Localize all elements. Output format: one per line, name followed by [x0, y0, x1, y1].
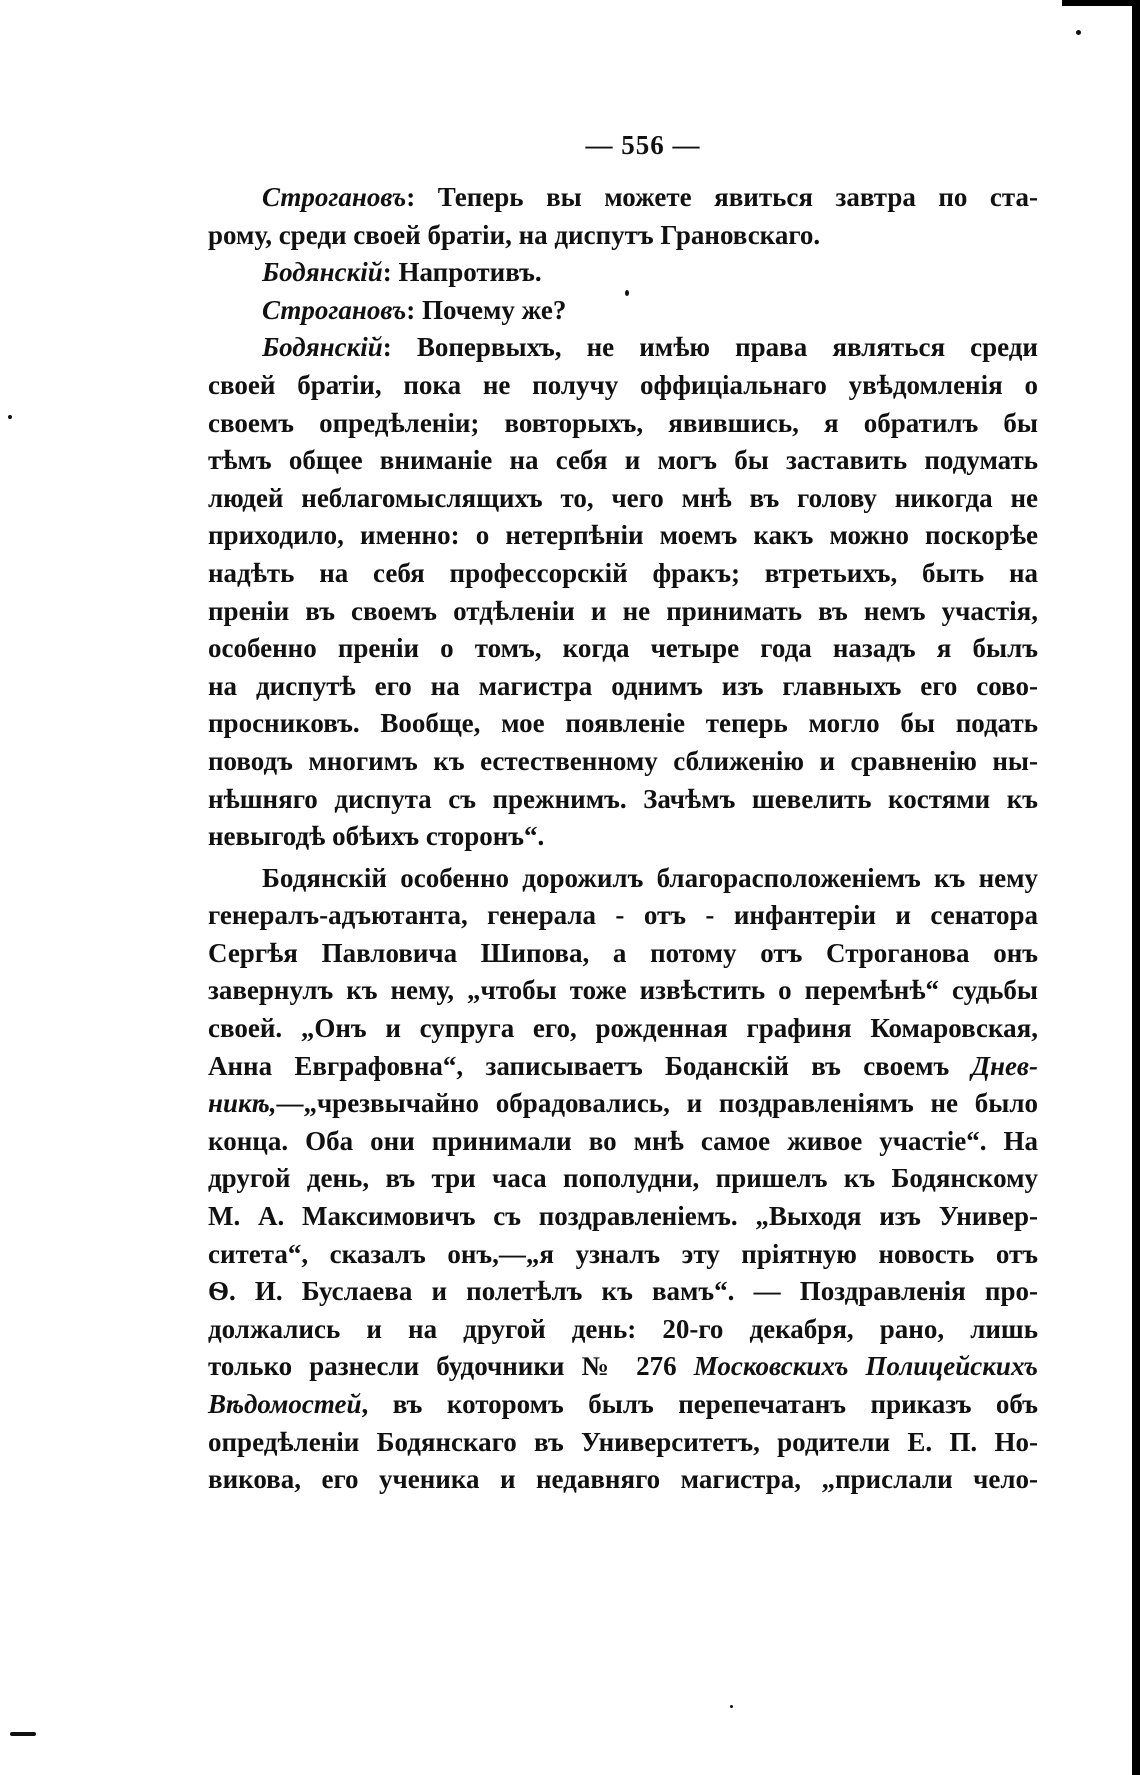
- text-line: невыгодѣ обѣихъ сторонъ“.: [208, 821, 545, 852]
- text-line: генералъ-адъютанта, генерала - отъ - инфантеріи и сенатора: [208, 900, 1038, 931]
- narrative-paragraph: [208, 860, 1038, 1499]
- scan-speck: [1076, 30, 1081, 35]
- text-line: особенно преніи о томъ, когда четыре года назадъ я былъ: [208, 633, 1038, 664]
- text-line: своей братіи, пока не получу оффиціальнаго увѣдомленія о: [208, 369, 1038, 400]
- text-line: просниковъ. Вообще, мое появленіе теперь могло бы подать: [208, 708, 1038, 739]
- scan-edge-top: [1062, 0, 1132, 6]
- text-line: М. А. Максимовичъ съ поздравленіемъ. „Выходя изъ Универ-: [208, 1201, 1038, 1232]
- text-line: ситета“, сказалъ онъ,—„я узналъ эту пріятную новость отъ: [208, 1238, 1038, 1269]
- text-line: Бодянскій: Напротивъ.: [262, 257, 542, 288]
- text-line: Сергѣя Павловича Шипова, а потому отъ Строганова онъ: [208, 937, 1038, 968]
- scan-speck: [730, 1705, 733, 1708]
- text-line: Анна Евграфовна“, записываетъ Боданскій въ своемъ Днев-: [208, 1050, 1038, 1081]
- text-line: опредѣленіи Бодянскаго въ Университетъ, родители Е. П. Но-: [208, 1426, 1038, 1457]
- speaker-name: Бодянскій: [262, 257, 383, 288]
- text-line: тѣмъ общее вниманіе на себя и могъ бы заставить подумать: [208, 445, 1038, 476]
- dialogue-stroganov-2: [208, 292, 1038, 330]
- text-line: только разнесли будочники № 276 Московскихъ Полицейскихъ: [208, 1351, 1038, 1382]
- text-line: на диспутѣ его на магистра однимъ изъ главныхъ его сово-: [208, 670, 1038, 701]
- scan-speck: [10, 1732, 36, 1736]
- text-line: викова, его ученика и недавняго магистра, „прислали чело-: [208, 1464, 1038, 1495]
- text-line: Вѣдомостей, въ которомъ былъ перепечатанъ приказъ объ: [208, 1389, 1038, 1419]
- text-line: преніи въ своемъ отдѣленіи и не принимать въ немъ участія,: [208, 595, 1038, 626]
- dialogue-stroganov-1: [208, 179, 1038, 254]
- text-line: надѣть на себя профессорскій фракъ; втретьихъ, быть на: [208, 557, 1038, 588]
- text-line: поводъ многимъ къ естественному сближенію и сравненію ны-: [208, 745, 1038, 776]
- text-line: людей неблагомыслящихъ то, чего мнѣ въ голову никогда не: [208, 482, 1038, 513]
- italic-term: Московскихъ Полицейскихъ: [693, 1351, 1038, 1382]
- italic-term: никѣ,: [208, 1088, 277, 1119]
- text-line: никѣ,—„чрезвычайно обрадовались, и поздравленіямъ не было: [208, 1088, 1038, 1119]
- text-line: своей. „Онъ и супруга его, рожденная графиня Комаровская,: [208, 1013, 1038, 1044]
- text-line: Строгановъ: Почему же?: [262, 294, 567, 325]
- book-page: [208, 130, 1038, 1499]
- speaker-name: Строгановъ: [262, 182, 407, 212]
- page-number: — 556 —: [585, 130, 701, 160]
- dialogue-bodyanskiy-1: [208, 254, 1038, 292]
- text-line: завернулъ къ нему, „чтобы тоже извѣстить о перемѣнѣ“ судьбы: [208, 975, 1038, 1006]
- text-line: приходило, именно: о нетерпѣніи моемъ какъ можно поскорѣе: [208, 520, 1038, 551]
- text-line: Ѳ. И. Буслаева и полетѣлъ къ вамъ“. — Поздравленія про-: [208, 1276, 1038, 1307]
- dialogue-bodyanskiy-2: [208, 329, 1038, 855]
- text-line: конца. Оба они принимали во мнѣ самое живое участіе“. На: [208, 1125, 1038, 1156]
- text-line: рому, среди своей братіи, на диспутъ Грановскаго.: [208, 219, 821, 250]
- scan-edge-right: [1132, 0, 1140, 1775]
- scan-speck: [8, 415, 12, 419]
- text-line: Бодянскій: Вопервыхъ, не имѣю права являться среди: [262, 332, 1038, 363]
- text-line: Строгановъ: Теперь вы можете явиться завтра по ста-: [262, 182, 1038, 212]
- speaker-name: Строгановъ: [262, 294, 407, 325]
- text-line: своемъ опредѣленіи; вовторыхъ, явившись, я обратилъ бы: [208, 407, 1038, 438]
- text-line: Бодянскій особенно дорожилъ благорасположеніемъ къ нему: [262, 862, 1038, 893]
- italic-term: Вѣдомостей: [208, 1389, 362, 1419]
- text-line: должались и на другой день: 20-го декабря, рано, лишь: [208, 1313, 1038, 1344]
- text-line: нѣшняго диспута съ прежнимъ. Зачѣмъ шевелить костями къ: [208, 783, 1038, 814]
- speaker-name: Бодянскій: [262, 332, 383, 363]
- text-line: другой день, въ три часа пополудни, пришелъ къ Бодянскому: [208, 1163, 1038, 1194]
- italic-term: Днев-: [971, 1050, 1038, 1081]
